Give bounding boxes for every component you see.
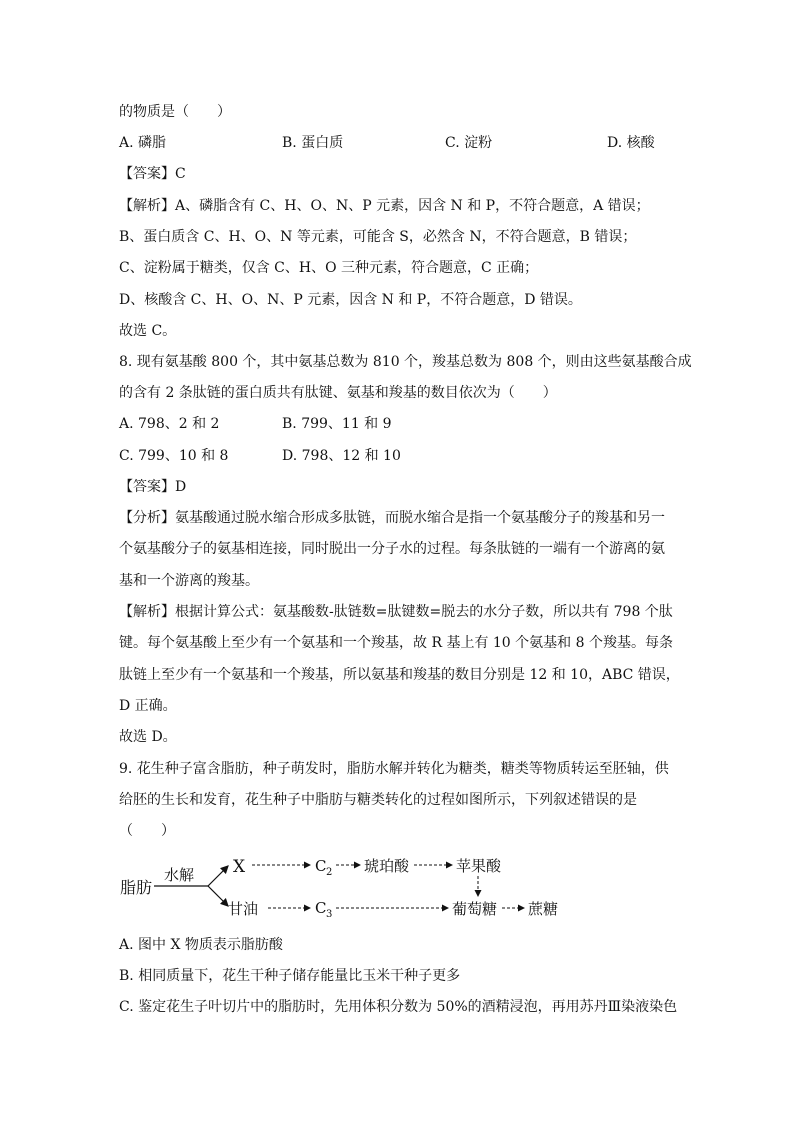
x-label: X (233, 857, 246, 877)
glucose-label: 葡萄糖 (452, 900, 498, 918)
branch-down-arrow (208, 886, 228, 906)
q7-analysis-line: C、淀粉属于糖类，仅含 C、H、O 三种元素，符合题意，C 正确； (119, 260, 539, 276)
branch-up-arrow (208, 866, 228, 886)
q7-answer: 【答案】C (119, 166, 186, 182)
q8-fenxi-line: 个氨基酸分子的氨基相连接，同时脱出一分子水的过程。每条肽链的一端有一个游离的氨 (119, 541, 665, 557)
q8-answer: 【答案】D (119, 479, 187, 495)
q8-stem-line: 的含有 2 条肽链的蛋白质共有肽键、氨基和羧基的数目依次为（ ） (119, 385, 557, 401)
q8-option-b: B. 799、11 和 9 (282, 416, 392, 432)
q8-fenxi-line: 基和一个游离的羧基。 (119, 573, 259, 589)
q8-option-d: D. 798、12 和 10 (282, 448, 401, 464)
sucrose-label: 蔗糖 (528, 900, 559, 918)
c3-subscript: 3 (326, 909, 333, 920)
c2-label: C (315, 857, 327, 875)
q7-analysis-line: D、核酸含 C、H、O、N、P 元素，因含 N 和 P，不符合题意，D 错误。 (119, 292, 582, 308)
q9-option-b: B. 相同质量下，花生干种子储存能量比玉米干种子更多 (119, 968, 461, 984)
q8-option-c: C. 799、10 和 8 (119, 448, 229, 464)
q8-conclusion: 故选 D。 (119, 729, 177, 745)
q9-option-a: A. 图中 X 物质表示脂肪酸 (119, 937, 283, 953)
fat-sugar-conversion-diagram (118, 848, 578, 928)
q8-jiexi-line: 肽链上至少有一个氨基和一个羧基，所以氨基和羧基的数目分别是 12 和 10，ABC 错误， (119, 667, 680, 683)
fat-label: 脂肪 (120, 878, 153, 897)
q7-option-d: D. 核酸 (607, 135, 655, 151)
hydrolysis-label: 水解 (164, 866, 195, 884)
q8-fenxi-line: 【分析】氨基酸通过脱水缩合形成多肽链，而脱水缩合是指一个氨基酸分子的羧基和另一 (119, 510, 665, 526)
q8-jiexi-line: 键。每个氨基酸上至少有一个氨基和一个羧基，故 R 基上有 10 个氨基和 8 个羧基。每条 (119, 635, 673, 651)
glycerol-label: 甘油 (228, 900, 259, 918)
q9-stem-line: 9. 花生种子富含脂肪，种子萌发时，脂肪水解并转化为糖类，糖类等物质转运至胚轴，供 (119, 761, 669, 777)
q8-jiexi-line: 【解析】根据计算公式：氨基酸数-肽链数=肽键数=脱去的水分子数，所以共有 798 个肽 (119, 604, 673, 620)
q7-conclusion: 故选 C。 (119, 323, 177, 339)
q7-analysis-line: B、蛋白质含 C、H、O、N 等元素，可能含 S，必然含 N，不符合题意，B 错误； (119, 229, 637, 245)
q7-analysis-line: 【解析】A、磷脂含有 C、H、O、N、P 元素，因含 N 和 P，不符合题意，A 错误； (119, 198, 650, 214)
q9-option-c: C. 鉴定花生子叶切片中的脂肪时，先用体积分数为 50%的酒精浸泡，再用苏丹Ⅲ染液染色 (119, 999, 678, 1015)
q8-stem-line: 8. 现有氨基酸 800 个，其中氨基总数为 810 个，羧基总数为 808 个，则由这些氨基酸合成 (119, 354, 692, 370)
q8-option-a: A. 798、2 和 2 (119, 416, 220, 432)
q7-option-c: C. 淀粉 (445, 135, 493, 151)
c3-label: C (315, 899, 327, 917)
q7-option-a: A. 磷脂 (119, 135, 167, 151)
q7-stem-tail: 的物质是（ ） (119, 104, 231, 120)
succinate-label: 琥珀酸 (364, 857, 410, 875)
q8-jiexi-line: D 正确。 (119, 698, 177, 714)
malate-label: 苹果酸 (456, 857, 502, 875)
c2-subscript: 2 (326, 867, 333, 878)
q9-stem-line: 给胚的生长和发育，花生种子中脂肪与糖类转化的过程如图所示，下列叙述错误的是 (119, 792, 637, 808)
q7-option-b: B. 蛋白质 (282, 135, 344, 151)
q9-stem-line: （ ） (119, 823, 175, 839)
